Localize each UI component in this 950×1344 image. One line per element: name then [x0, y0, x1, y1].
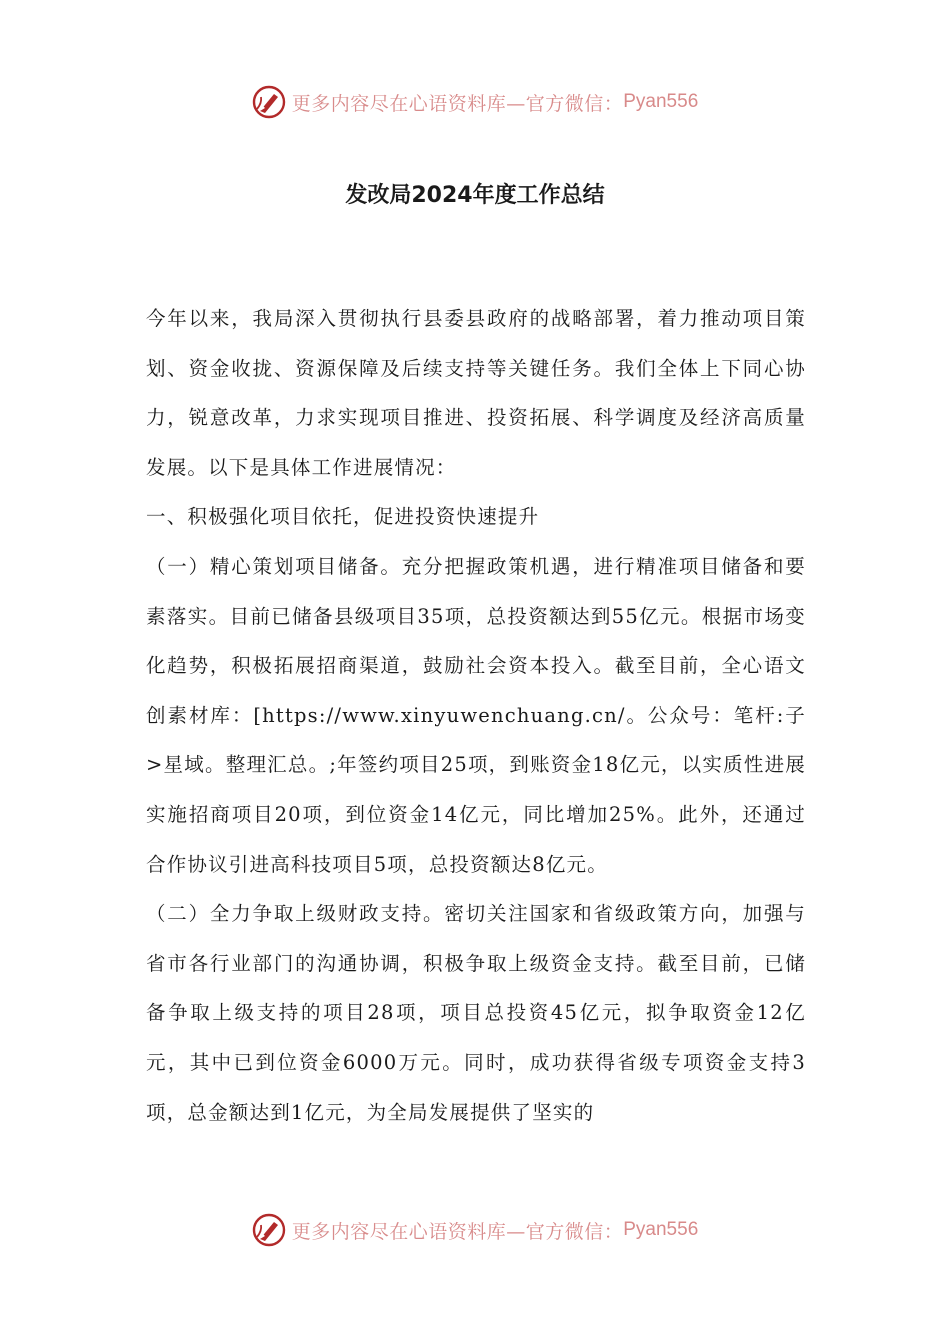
pen-nib-logo-icon	[252, 1213, 286, 1247]
document-body	[146, 294, 806, 1137]
document-title: 发改局2024年度工作总结	[345, 183, 605, 208]
watermark-banner-bottom	[0, 1208, 950, 1252]
watermark-text: 更多内容尽在心语资料库—官方微信：	[291, 1220, 624, 1243]
intro-paragraph: 今年以来，我局深入贯彻执行县委县政府的战略部署，着力推动项目策划、资金收拢、资源保障及后续支持等关键任务。我们全体上下同心协力，锐意改革，力求实现项目推进、投资拓展、科学调度及经济高质量发展。以下是具体工作进展情况：	[146, 307, 806, 479]
watermark-content	[252, 1213, 699, 1247]
watermark-content	[252, 85, 699, 119]
watermark-wechat-id: Pyan556	[623, 91, 699, 112]
subsection-paragraph-2: （二）全力争取上级财政支持。密切关注国家和省级政策方向，加强与省市各行业部门的沟通协调，积极争取上级资金支持。截至目前，已储备争取上级支持的项目28项，项目总投资45亿元，拟争取资金12亿元，其中已到位资金6000万元。同时，成功获得省级专项资金支持3项，总金额达到1亿元，为全局发展提供了坚实的	[146, 902, 806, 1124]
watermark-wechat-id: Pyan556	[623, 1219, 699, 1240]
pen-nib-logo-icon	[252, 85, 286, 119]
watermark-banner-top	[0, 80, 950, 124]
subsection-paragraph-1: （一）精心策划项目储备。充分把握政策机遇，进行精准项目储备和要素落实。目前已储备县级项目35项，总投资额达到55亿元。根据市场变化趋势，积极拓展招商渠道，鼓励社会资本投入。截至目前，全心语文创素材库：[https://www.xinyuwenchuang.cn/。公众号：笔杆:子>星域。整理汇总。;年签约项目25项，到账资金18亿元，以实质性进展实施招商项目20项，到位资金14亿元，同比增加25%。此外，还通过合作协议引进高科技项目5项，总投资额达8亿元。	[146, 554, 806, 876]
watermark-text: 更多内容尽在心语资料库—官方微信：	[291, 92, 624, 115]
section-heading: 一、积极强化项目依托，促进投资快速提升	[146, 505, 540, 529]
